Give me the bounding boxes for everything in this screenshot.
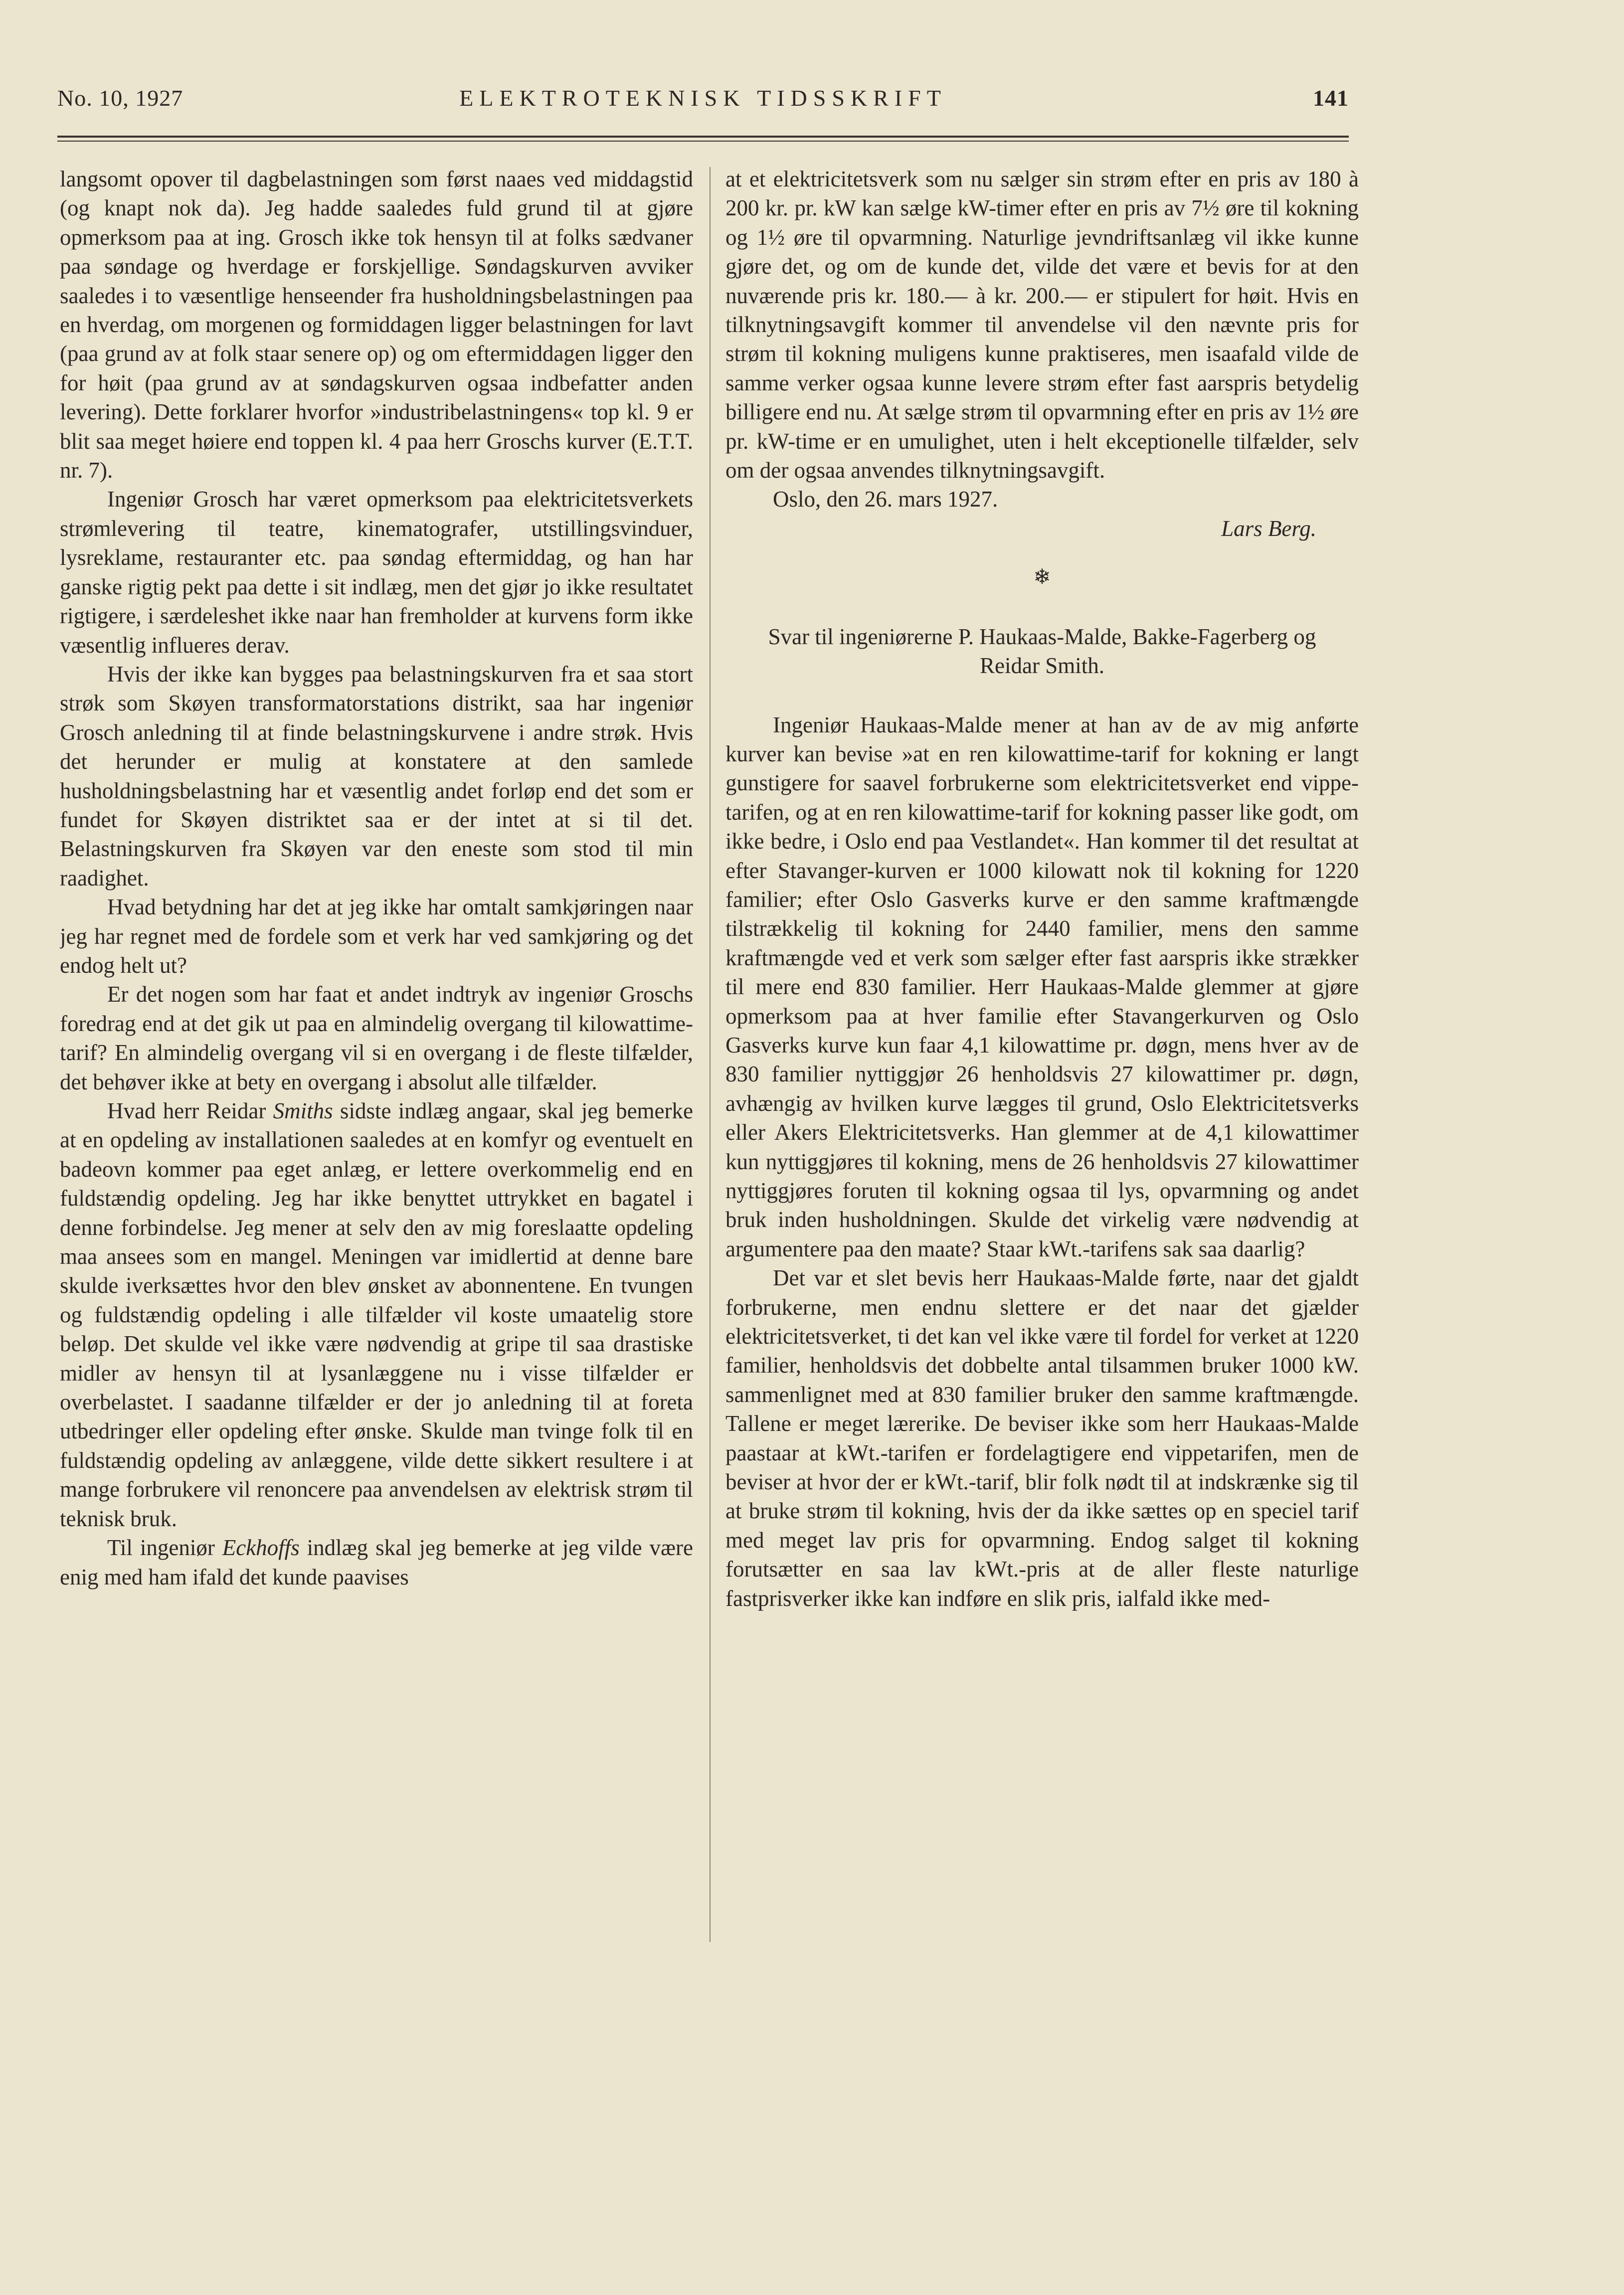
paragraph: Er det nogen som har faat et andet indtryk av ingeniør Groschs foredrag end at det gik ut paa en almindelig overgang til kilowattime-tarif? En almindelig overgang vil si en overgang i de fleste tilfælder, det behøver ikke at bety en overgang i absolut alle tilfælder. [60, 982, 693, 1094]
text-run: Til ingeniør [107, 1535, 222, 1561]
journal-title: ELEKTROTEKNISK TIDSSKRIFT [459, 85, 947, 111]
paragraph: Hvad betydning har det at jeg ikke har omtalt samkjøringen naar jeg har regnet med de fordele som et verk har ved samkjøring og det endog helt ut? [60, 894, 693, 978]
paragraph: Det var et slet bevis herr Haukaas-Malde førte, naar det gjaldt forbrukerne, men endnu slettere er det naar det gjælder elektricitetsverket, ti det kan vel ikke være til fordel for verket at 1220 familier, henholdsvis det dobbelte antal tilsammen bruker 1000 kW. sammenlignet med at 830 familier bruker den samme kraftmængde. Tallene er meget lærerike. De beviser ikke som herr Haukaas-Malde paastaar at kWt.-tarifen er fordelagtigere end vippetarifen, men de beviser at hvor der er kWt.-tarif, blir folk nødt til at indskrænke sig til at bruke strøm til kokning, hvis der da ikke sættes op en speciel tarif med meget lav pris for opvarmning. Endog salget til kokning forutsætter en saa lav kWt.-pris at de aller fleste naturlige fastprisverker ikke kan indføre en slik pris, ialfald ikke med- [725, 1265, 1359, 1611]
left-column [60, 165, 693, 1959]
paragraph: Hvis der ikke kan bygges paa belastningskurven fra et saa stort strøk som Skøyen transformatorstations distrikt, saa har ingeniør Grosch anledning til at finde belastningskurvene i andre strøk. Hvis det herunder er mulig at konstatere at den samlede husholdningsbelastning har et væsentlig andet forløp end det som er fundet for Skøyen distriktet saa er der intet at si til det. Belastningskurven fra Skøyen var den eneste som stod til min raadighet. [60, 661, 693, 890]
dateline: Oslo, den 26. mars 1927. [773, 487, 998, 512]
header-rule-thin [57, 141, 1349, 142]
person-name: Smiths [273, 1098, 333, 1123]
paragraph: Ingeniør Haukaas-Malde mener at han av de av mig anførte kurver kan bevise »at en ren kilowattime-tarif for kokning er langt gunstigere for saavel forbrukerne som elektricitetsverket end vippe-tarifen, og at en ren kilowattime-tarif for kokning passer like godt, om ikke bedre, i Oslo end paa Vestlandet«. Han kommer til det resultat at efter Stavanger-kurven er 1000 kilowatt nok til kokning for 1220 familier; efter Oslo Gasverks kurve er den samme kraftmængde tilstrækkelig til kokning for 2440 familier, mens den samme kraftmængde ved et verk som sælger efter fast aarspris ikke strækker til mere end 830 familier. Herr Haukaas-Malde glemmer at gjøre opmerksom paa at hver familie efter Stavangerkurven og Oslo Gasverks kurve kun faar 4,1 kilowattime pr. døgn, mens hver av de 830 familier nyttiggjør 26 henholdsvis 27 kilowattimer pr. døgn, avhængig av hvilken kurve lægges til grund, Oslo Elektricitetsverks eller Akers Elektricitetsverks. Han glemmer at de 4,1 kilowattimer kun nyttiggjøres til kokning, mens de 26 henholdsvis 27 kilowattimer nyttiggjøres foruten til kokning ogsaa til lys, opvarmning og andet bruk inden husholdningen. Skulde det virkelig være nødvendig at argumentere paa den maate? Staar kWt.-tarifens sak saa daarlig? [725, 712, 1359, 1261]
section-separator-icon: ❄ [1033, 566, 1051, 589]
text-run: sidste indlæg angaar, skal jeg bemerke at en opdeling av installationen saaledes at en komfyr og eventuelt en badeovn kommer paa eget anlæg, er lettere overkommelig end en fuldstændig opdeling. Jeg har ikke benyttet uttrykket en bagatel i denne forbindelse. Jeg mener at selv den av mig foreslaatte opdeling maa ansees som en mangel. Meningen var imidlertid at denne bare skulde iverksættes hvor den blev ønsket av abonnentene. En tvungen og fuldstændig opdeling i alle tilfælder vil koste umaatelig store beløp. Det skulde vel ikke være nødvendig at gripe til saa drastiske midler av hensyn til at lysanlæggene nu i visse tilfælder er overbelastet. I saadanne tilfælder er der jo anledning til at foreta utbedringer eller opdeling efter ønske. Skulde man tvinge folk til en fuldstændig opdeling av anlæggene, vilde dette sikkert resultere i at mange forbrukere vil renoncere paa anvendelsen av elektrisk strøm til teknisk bruk. [60, 1098, 693, 1531]
text-run: indlæg skal jeg bemerke at jeg vilde være enig med ham ifald det kunde paavises [60, 1535, 693, 1589]
text-run: Hvad herr Reidar [107, 1098, 273, 1123]
issue-number: No. 10, 1927 [57, 85, 183, 111]
right-column [725, 165, 1359, 1959]
page-number: 141 [1313, 85, 1349, 111]
running-header [57, 85, 1349, 120]
person-name: Eckhoffs [222, 1535, 300, 1561]
paragraph [60, 1096, 693, 1533]
article-heading: Svar til ingeniørerne P. Haukaas-Malde, Bakke-Fagerberg og Reidar Smith. [768, 624, 1316, 679]
column-divider [710, 167, 711, 1942]
paragraph: at et elektricitetsverk som nu sælger sin strøm efter en pris av 180 à 200 kr. pr. kW kan sælge kW-timer efter en pris av 7½ øre til kokning og 1½ øre til opvarmning. Naturlige jevndriftsanlæg vil ikke kunne gjøre det, og om de kunde det, vilde det være et bevis for at den nuværende pris kr. 180.— à kr. 200.— er stipulert for høit. Hvis en tilknytningsavgift kommer til anvendelse vil den nævnte pris for strøm til kokning muligens kunne praktiseres, men isaafald vilde de samme verker ogsaa kunne levere strøm efter fast aarspris betydelig billigere end nu. At sælge strøm til opvarmning efter en pris av 1½ øre pr. kW-time er en umulighet, uten i helt ekceptionelle tilfælder, selv om der ogsaa anvendes tilknytningsavgift. [725, 167, 1359, 483]
paragraph: Ingeniør Grosch har været opmerksom paa elektricitetsverkets strømlevering til teatre, kinematografer, utstillingsvinduer, lysreklame, restauranter etc. paa søndag eftermiddag, og han har ganske rigtig pekt paa dette i sit indlæg, men det gjør jo ikke resultatet rigtigere, i særdeleshet ikke naar han fremholder at kurvens form ikke væsentlig influeres derav. [60, 487, 693, 658]
paragraph: langsomt opover til dagbelastningen som først naaes ved middagstid (og knapt nok da). Jeg hadde saaledes fuld grund til at gjøre opmerksom paa at ing. Grosch ikke tok hensyn til at folks sædvaner paa søndage og hverdage er forskjellige. Søndagskurven avviker saaledes i to væsentlige henseender fra husholdningsbelastningen paa en hverdag, om morgenen og formiddagen ligger belastningen for lavt (paa grund av at folk staar senere op) og om eftermiddagen ligger den for høit (paa grund av at søndagskurven ogsaa indbefatter anden levering). Dette forklarer hvorfor »industribelastningens« top kl. 9 er blit saa meget høiere end toppen kl. 4 paa herr Groschs kurver (E.T.T. nr. 7). [60, 167, 693, 483]
signature: Lars Berg. [1221, 516, 1316, 541]
header-rule-thick [57, 136, 1349, 138]
paragraph [60, 1533, 693, 1591]
